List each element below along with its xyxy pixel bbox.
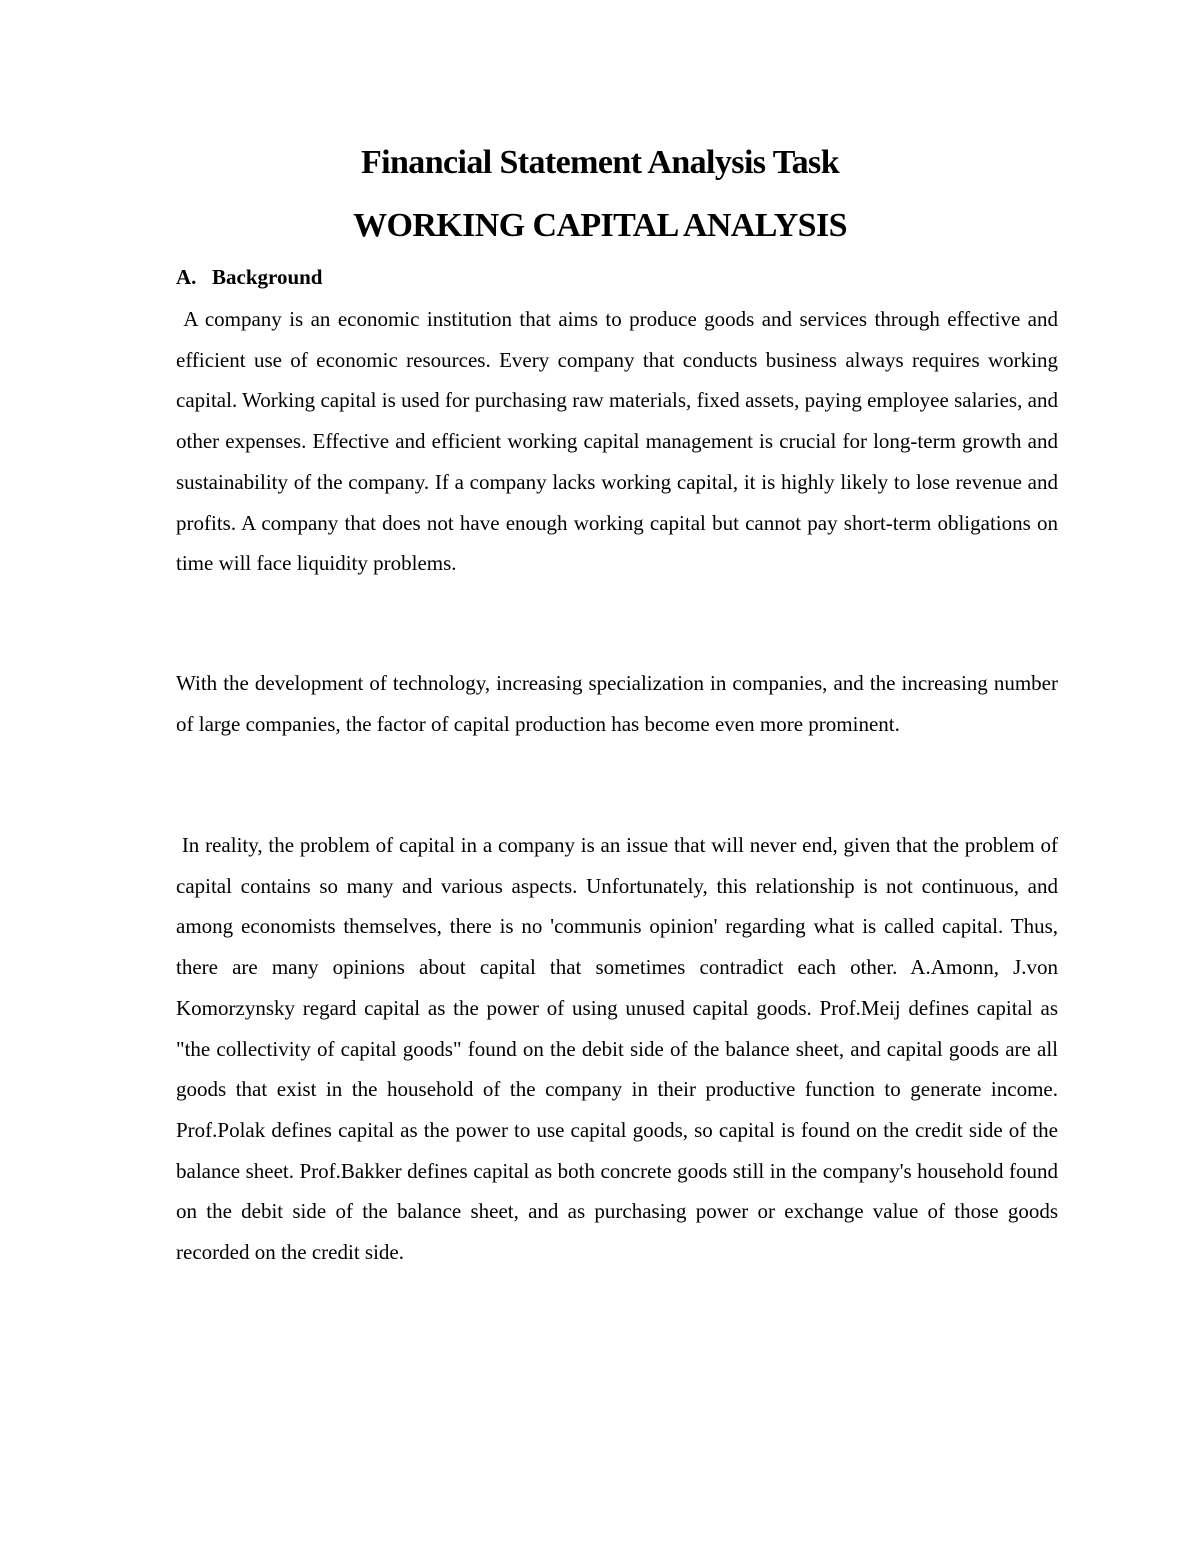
- document-title: Financial Statement Analysis Task: [360, 144, 840, 181]
- document-subtitle: WORKING CAPITAL ANALYSIS: [353, 207, 847, 244]
- section-number: A.: [176, 265, 197, 289]
- paragraph-3: In reality, the problem of capital in a company is an issue that will never end, given that the problem of capital contains so many and various aspects. Unfortunately, this relationship is not continuous, and among economists themselves, there is no 'communis opinion' regarding what is called capital. Thus, there are many opinions about capital that sometimes contradict each other. A.Amonn, J.von Komorzynsky regard capital as the power of using unused capital goods. Prof.Meij defines capital as "the collectivity of capital goods" found on the debit side of the balance sheet, and capital goods are all goods that exist in the household of the company in their productive function to generate income. Prof.Polak defines capital as the power to use capital goods, so capital is found on the credit side of the balance sheet. Prof.Bakker defines capital as both concrete goods still in the company's household found on the debit side of the balance sheet, and as purchasing power or exchange value of those goods recorded on the credit side.: [176, 833, 1064, 1265]
- paragraph-2: With the development of technology, increasing specialization in companies, and the increasing number of large companies, the factor of capital production has become even more prominent.: [176, 671, 1058, 736]
- paragraph-1: A company is an economic institution that aims to produce goods and services through effective and efficient use of economic resources. Every company that conducts business always requires working capital. Working capital is used for purchasing raw materials, fixed assets, paying employee salaries, and other expenses. Effective and efficient working capital management is crucial for long-term growth and sustainability of the company. If a company lacks working capital, it is highly likely to lose revenue and profits. A company that does not have enough working capital but cannot pay short-term obligations on time will face liquidity problems.: [176, 307, 1064, 576]
- section-heading: [176, 262, 323, 292]
- section-heading-text: Background: [212, 265, 323, 289]
